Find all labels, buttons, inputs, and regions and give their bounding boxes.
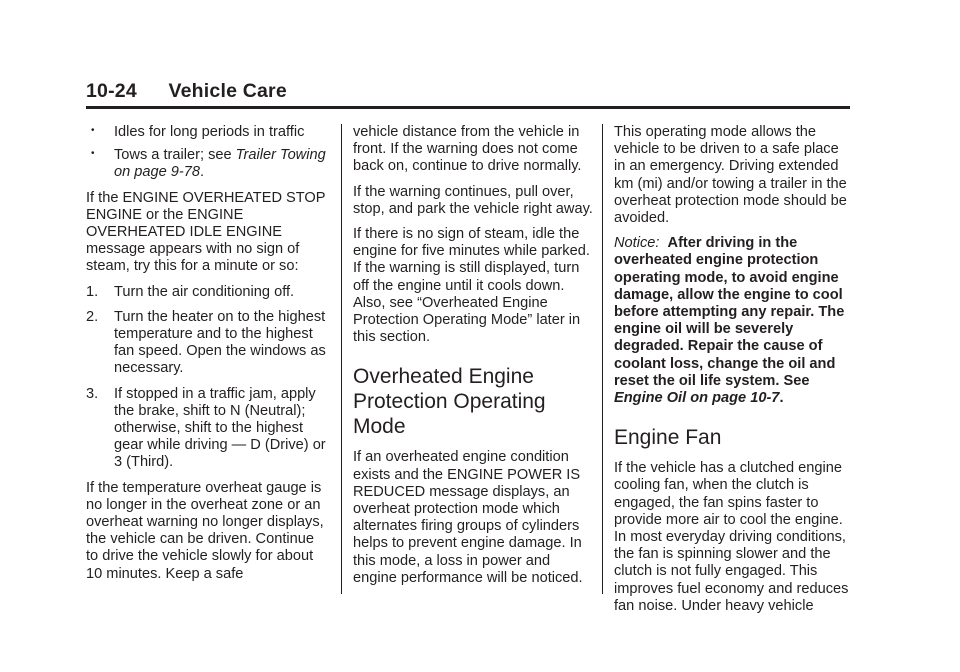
column-divider [341,124,342,594]
bullet-text: Idles for long periods in traffic [114,124,305,140]
bullet-icon: • [91,125,95,136]
step-item [86,284,330,301]
paragraph: vehicle distance from the vehicle in front. If the warning does not come back on, continue to drive normally. [353,124,582,175]
paragraph: If the ENGINE OVERHEATED STOP ENGINE or the ENGINE OVERHEATED IDLE ENGINE message appears with no sign of steam, try this for a minute or so: [86,189,326,275]
paragraph: If the temperature overheat gauge is no longer in the overheat zone or an overheat warning no longer displays, the vehicle can be driven. Continue to drive the vehicle slowly for about 10 minutes. Keep a safe [86,479,324,582]
notice-text: After driving in the overheated engine protection operating mode, to avoid engine damage, allow the engine to cool before attempting any repair. The engine oil will be severely degraded. Repair the cause of coolant loss, change the oil and reset the oil life system. See [614,235,845,389]
paragraph: If there is no sign of steam, idle the engine for five minutes while parked. If the warning is still displayed, turn off the engine until it cools down. Also, see “Overheated Engine Protection Operating Mode” later in this section. [353,226,590,346]
section-title: Vehicle Care [168,80,287,102]
bullet-item [86,147,330,181]
page-number: 10-24 [86,80,137,102]
step-text: If stopped in a traffic jam, apply the brake, shift to N (Neutral); otherwise, shift to the highest gear while driving — D (Drive) or 3 (Third). [114,385,326,471]
bullet-text-end: . [200,164,205,181]
paragraph: If the warning continues, pull over, stop, and park the vehicle right away. [353,183,593,217]
column-3 [614,124,854,623]
bullet-item [86,124,330,141]
notice-block [614,235,854,407]
paragraph: If an overheated engine condition exists and the ENGINE POWER IS REDUCED message displays, an overheat protection mode which alternates firing groups of cylinders helps to prevent engine damage. In this mode, a loss in power and engine performance will be noticed. [353,449,583,586]
step-number: 3. [86,385,99,402]
page-header [86,80,287,103]
bullet-text: Tows a trailer; see [114,147,236,164]
step-item [86,309,330,378]
section-heading: Overheated Engine Protection Operating Mode [353,365,546,439]
step-text: Turn the heater on to the highest temperature and to the highest fan speed. Open the windows as necessary. [114,308,326,377]
step-item [86,386,330,472]
header-rule [86,106,850,109]
step-number: 2. [86,308,99,325]
section-heading: Engine Fan [614,426,722,450]
engine-oil-link[interactable]: Engine Oil on page 10-7 [614,390,780,407]
trailer-towing-link[interactable]: Trailer Towing on page 9-78 [114,147,326,181]
notice-label: Notice: [614,235,660,252]
step-number: 1. [86,283,99,300]
paragraph: If the vehicle has a clutched engine cooling fan, when the clutch is engaged, the fan spins faster to provide more air to cool the engine. In most everyday driving conditions, the fan is spinning slower and the clutch is not fully engaged. This improves fuel economy and reduces fan noise. Under heavy vehicle [614,460,849,614]
step-text: Turn the air conditioning off. [114,283,295,300]
paragraph: This operating mode allows the vehicle to be driven to a safe place in an emergency. Driving extended km (mi) and/or towing a trailer in the overheat protection mode should be avoided. [614,124,847,227]
notice-end: . [779,390,784,407]
column-divider [602,124,603,594]
bullet-icon: • [91,148,95,160]
column-2 [353,124,593,595]
column-1 [86,124,330,591]
